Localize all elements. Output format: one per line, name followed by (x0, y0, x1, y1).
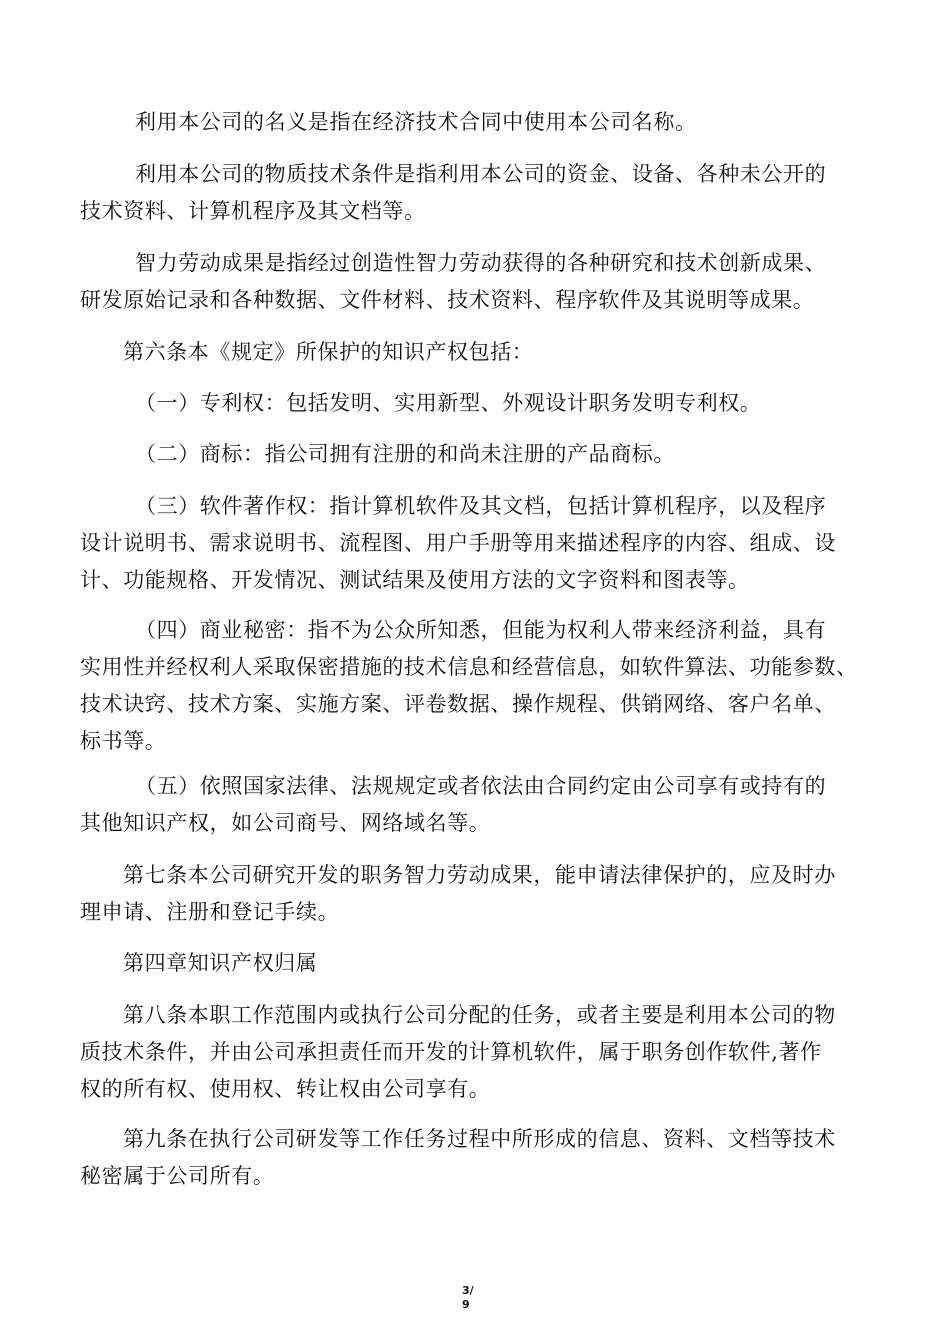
paragraph-line: （二）商标：指公司拥有注册的和尚未注册的产品商标。 (135, 442, 675, 466)
paragraph (80, 997, 870, 1108)
paragraph-line: 第六条本《规定》所保护的知识产权包括： (123, 340, 534, 364)
paragraph-line: 其他知识产权，如公司商号、网络域名等。 (80, 811, 491, 835)
paragraph-line: （五）依照国家法律、法规规定或者依法由合同约定由公司享有或持有的 (135, 774, 827, 798)
section-heading (80, 334, 870, 371)
list-item (80, 385, 870, 422)
paragraph-line: 标书等。 (80, 729, 167, 753)
paragraph (80, 245, 870, 319)
chapter-heading (80, 945, 870, 982)
paragraph-line: （一）专利权：包括发明、实用新型、外观设计职务发明专利权。 (135, 391, 762, 415)
paragraph-line: 智力劳动成果是指经过创造性智力劳动获得的各种研究和技术创新成果、 (135, 251, 827, 275)
paragraph-line: 质技术条件，并由公司承担责任而开发的计算机软件，属于职务创作软件,著作 (80, 1040, 822, 1064)
page-number-total: 9 (462, 1298, 470, 1311)
paragraph-line: （四）商业秘密：指不为公众所知悉，但能为权利人带来经济利益，具有 (135, 618, 827, 642)
list-item (80, 436, 870, 473)
paragraph-line: 计、功能规格、开发情况、测试结果及使用方法的文字资料和图表等。 (80, 568, 750, 592)
paragraph-line: 研发原始记录和各种数据、文件材料、技术资料、程序软件及其说明等成果。 (80, 288, 815, 312)
list-item (80, 768, 870, 842)
page-number (462, 1284, 492, 1312)
paragraph-line: 利用本公司的物质技术条件是指利用本公司的资金、设备、各种未公开的 (135, 162, 827, 186)
paragraph-line: 理申请、注册和登记手续。 (80, 900, 340, 924)
paragraph-line: 技术诀窍、技术方案、实施方案、评卷数据、操作规程、供销网络、客户名单、 (80, 692, 836, 716)
list-item (80, 488, 870, 599)
paragraph-line: 秘密属于公司所有。 (80, 1164, 275, 1188)
paragraph-line: 技术资料、计算机程序及其文档等。 (80, 199, 426, 223)
paragraph-line: 设计说明书、需求说明书、流程图、用户手册等用来描述程序的内容、组成、设 (80, 531, 836, 555)
paragraph-line: 第八条本职工作范围内或执行公司分配的任务，或者主要是利用本公司的物 (123, 1003, 836, 1027)
paragraph-line: 第九条在执行公司研发等工作任务过程中所形成的信息、资料、文档等技术 (123, 1127, 836, 1151)
paragraph-line: 利用本公司的名义是指在经济技术合同中使用本公司名称。 (135, 110, 697, 134)
list-item (80, 612, 870, 760)
paragraph-line: （三）软件著作权：指计算机软件及其文档，包括计算机程序，以及程序 (135, 494, 827, 518)
paragraph (80, 104, 870, 141)
paragraph (80, 1121, 870, 1195)
paragraph-line: 实用性并经权利人采取保密措施的技术信息和经营信息，如软件算法、功能参数、 (80, 655, 858, 679)
paragraph-line: 第七条本公司研究开发的职务智力劳动成果，能申请法律保护的，应及时办 (123, 863, 836, 887)
paragraph-line: 第四章知识产权归属 (123, 951, 318, 975)
paragraph (80, 857, 870, 931)
page-number-current: 3/ (462, 1284, 474, 1297)
paragraph (80, 156, 870, 230)
paragraph-line: 权的所有权、使用权、转让权由公司享有。 (80, 1077, 491, 1101)
